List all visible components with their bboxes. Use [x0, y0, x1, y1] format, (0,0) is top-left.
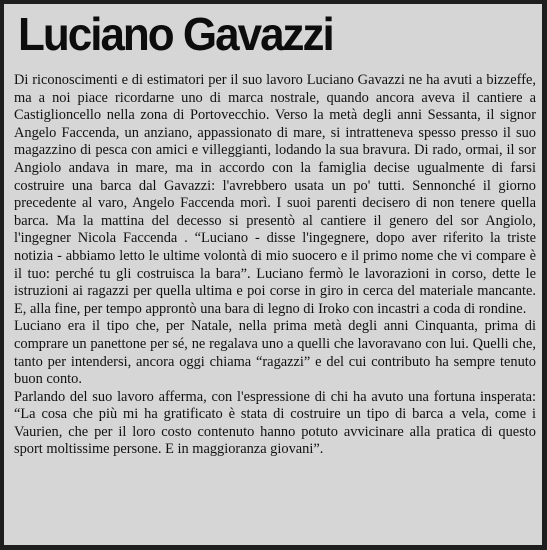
- paragraph: Luciano era il tipo che, per Natale, nella prima metà degli anni Cinquanta, prima di comprare un panettone per sé, ne regalava uno a quelli che lavoravano con lui. Quelli che, tanto per intendersi, ancora oggi chiama “ragazzi” e del cui contributo ha sempre tenuto buon conto.: [14, 318, 536, 388]
- page-title: Luciano Gavazzi: [18, 9, 333, 61]
- paragraph: Di riconoscimenti e di estimatori per il suo lavoro Luciano Gavazzi ne ha avuti a bizzeffe, ma a noi piace ricordarne uno di marca nostrale, quando ancora aveva il cantiere a Castiglioncello nella zona di Portovecchio. Verso la metà degli anni Sessanta, il signor Angelo Faccenda, un anziano, appassionato di mare, si intratteneva spesso presso il suo magazzino di pesca con amici e villeggianti, lodando la sua bravura. Di rado, ormai, il sor Angiolo andava in mare, ma in accordo con la famiglia decise ugualmente di farsi costruire una barca dal Gavazzi: l'avrebbero usata un po' tutti. Sennonché il giorno precedente al varo, Angelo Faccenda morì. I suoi parenti decisero di non tenere quella barca. Ma la mattina del decesso si presentò al cantiere il genero del sor Angiolo, l'ingegner Nicola Faccenda . “Luciano - disse l'ingegnere, dopo aver riferito la triste notizia - abbiamo letto le ultime volontà di mio suocero e il primo nome che vi compare è il tuo: perché tu gli costruisca la bara”. Luciano fermò le lavorazioni in corso, dette le istruzioni ai ragazzi per quella ultima e poi corse in giro in cerca del materiale mancante. E, alla fine, per tempo approntò una bara di legno di Iroko con incastri a coda di rondine.: [14, 72, 536, 317]
- body-text: [14, 72, 536, 459]
- paragraph: Parlando del suo lavoro afferma, con l'espressione di chi ha avuto una fortuna insperata: “La cosa che più mi ha gratificato è stata di costruire un tipo di barca a vela, come i Vaurien, che per il loro costo contenuto hanno potuto avvicinare alla pratica di questo sport moltissime persone. E in maggioranza giovani”.: [14, 388, 536, 458]
- info-panel: [4, 4, 542, 545]
